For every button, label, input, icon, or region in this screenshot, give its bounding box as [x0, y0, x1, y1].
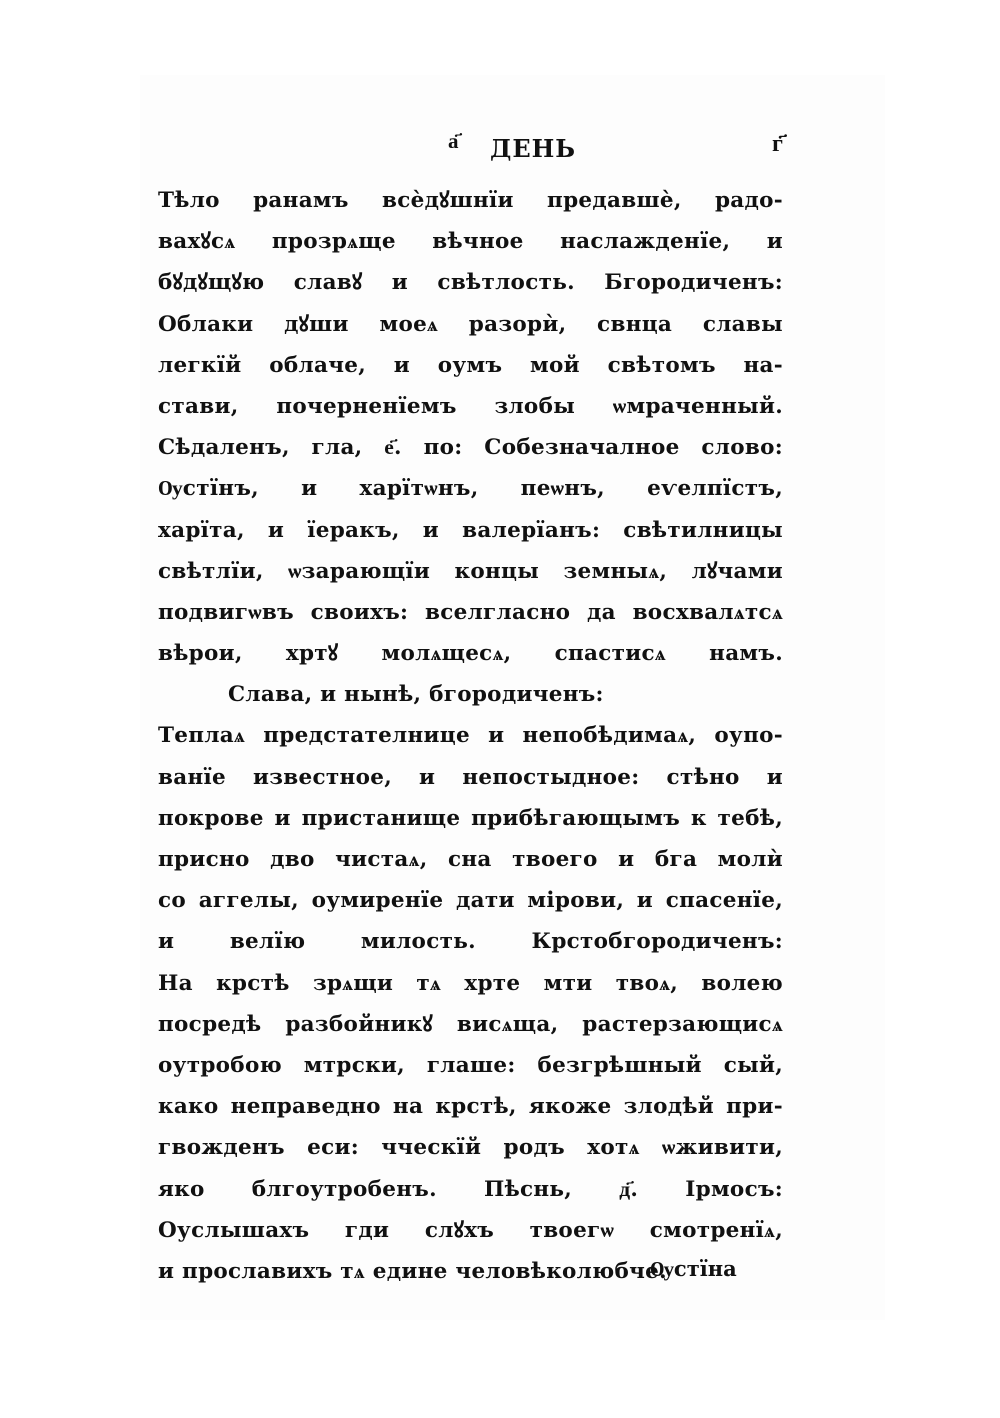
day-marker: а҃ [448, 128, 459, 153]
text-line: харїта, и їеракъ, и валерїанъ: свѣтилницы [158, 517, 783, 543]
text-line: На крстѣ зрѧщи тѧ хрте мти твоѧ, волею [158, 970, 783, 996]
text-line: Тѣло ранамъ всѐдꙋшнїи предавшѐ, радо- [158, 188, 783, 213]
text-line: како неправедно на крстѣ, якоже злодѣй при- [158, 1094, 783, 1120]
text-line: и велїю милость. Крстобгородиченъ: [158, 929, 783, 955]
text-line: подвигѡвъ своихъ: вселгласно да восхвалѧтсѧ [158, 599, 783, 625]
text-line: оутробою мтрски, глаше: безгрѣшный сый, [158, 1052, 783, 1078]
catchword: Ѹстїна [650, 1256, 737, 1281]
folio-number: г҃ [772, 128, 783, 157]
text-line: ванїе известное, и непостыдное: стѣно и [158, 764, 783, 790]
text-line: вѣрои, хртꙋ молѧщесѧ, спастисѧ намъ. [158, 641, 783, 667]
text-line: присно дво чистаѧ, сна твоего и бга молѝ [158, 847, 783, 872]
rubric-line: Слава, и нынѣ, бгородиченъ: [228, 682, 604, 708]
text-line: и прославихъ тѧ едине человѣколюбче. [158, 1258, 667, 1284]
text-line: Облаки дꙋши моеѧ разорѝ, свнца славы [158, 311, 783, 337]
text-line: посредѣ разбойникꙋ висѧща, растерзающисѧ [158, 1011, 783, 1037]
text-line: со аггелы, оумиренїе дати мірови, и спасенїе, [158, 888, 783, 914]
text-line: покрове и пристанище прибѣгающымъ к тебѣ, [158, 805, 783, 831]
text-line: вахꙋсѧ прозрѧще вѣчное наслажденїе, и [158, 229, 783, 255]
text-line: легкїй облаче, и оумъ мой свѣтомъ на- [158, 352, 783, 378]
text-line: стави, почерненїемъ злобы ѡмраченный. [158, 393, 783, 419]
text-line: бꙋдꙋщꙋю славꙋ и свѣтлость. Бгородиченъ: [158, 270, 783, 296]
text-line: Сѣдаленъ, гла, е҃. по: Собезначалное слово: [158, 435, 783, 461]
text-line: свѣтлїи, ѡзарающїи концы земныѧ, лꙋчами [158, 558, 783, 584]
text-line: Оуслышахъ гди слꙋхъ твоегѡ смотренїѧ, [158, 1217, 783, 1243]
text-line: яко блгоутробенъ. Пѣснь, д҃. Ірмосъ: [158, 1176, 783, 1202]
text-line: гвожденъ еси: чческїй родъ хотѧ ѡживити, [158, 1135, 783, 1161]
text-block [158, 180, 783, 1292]
running-head: ДЕНЬ [490, 134, 577, 163]
text-line: Теплаѧ предстателнице и непобѣдимаѧ, оупо- [158, 723, 783, 749]
text-line: Ѹстїнъ, и харїтѡнъ, пеѡнъ, еѵелпїстъ, [158, 476, 783, 502]
